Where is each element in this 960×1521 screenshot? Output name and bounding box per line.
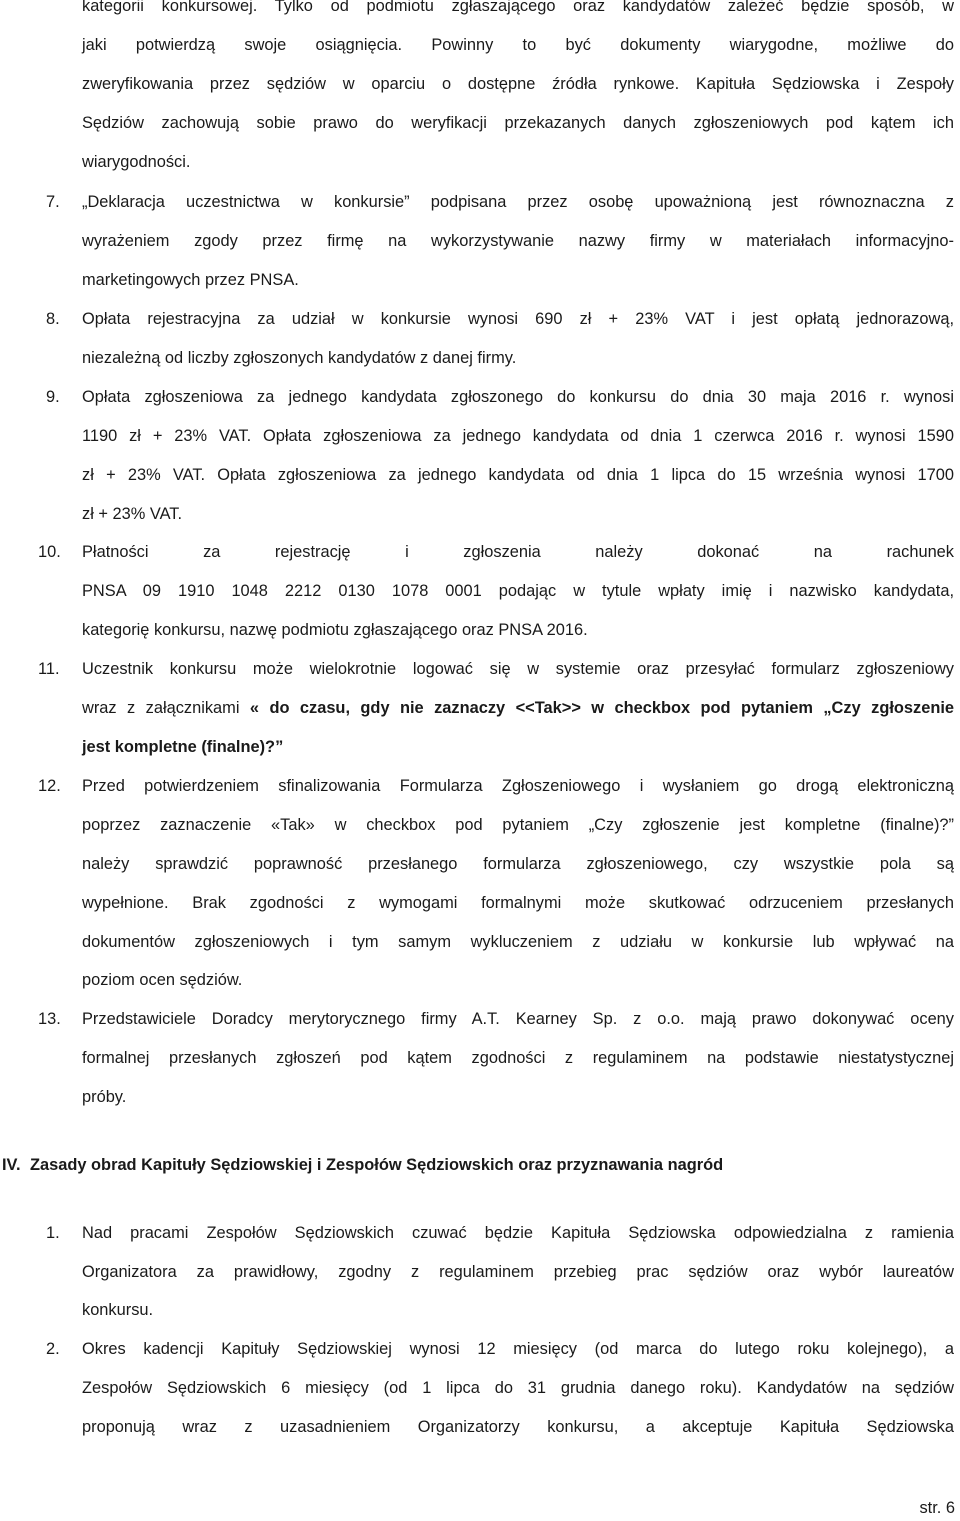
item-number: 13. — [38, 1010, 61, 1028]
item-line: zł + 23% VAT. — [82, 505, 183, 523]
item-line: Uczestnik konkursu może wielokrotnie logować się w systemie oraz przesyłać formularz zgłoszeniowy — [82, 660, 954, 678]
item-line: Zespołów Sędziowskich 6 miesięcy (od 1 lipca do 31 grudnia danego roku). Kandydatów na sędziów — [82, 1379, 954, 1397]
page-number: str. 6 — [919, 1499, 955, 1517]
item-line: poprzez zaznaczenie «Tak» w checkbox pod pytaniem „Czy zgłoszenie jest kompletne (finalne)?” — [82, 816, 954, 834]
item-line: Opłata rejestracyjna za udział w konkursie wynosi 690 zł + 23% VAT i jest opłatą jednorazową, — [82, 310, 954, 328]
item-line: zł + 23% VAT. Opłata zgłoszeniowa za jednego kandydata od dnia 1 lipca do 15 września wynosi 1700 — [82, 466, 954, 484]
item-line: Opłata zgłoszeniowa za jednego kandydata zgłoszonego do konkursu do dnia 30 maja 2016 r. wynosi — [82, 388, 954, 406]
item-number: 10. — [38, 543, 61, 561]
item-line: należy sprawdzić poprawność przesłanego formularza zgłoszeniowego, czy wszystkie pola są — [82, 855, 954, 873]
item-number: 1. — [46, 1224, 60, 1242]
item-line — [82, 699, 954, 718]
item-line: PNSA 09 1910 1048 2212 0130 1078 0001 podając w tytule wpłaty imię i nazwisko kandydata, — [82, 582, 954, 600]
item-line: konkursu. — [82, 1301, 154, 1319]
item-line-bold: jest kompletne (finalne)?” — [82, 738, 284, 756]
intro-line: wiarygodności. — [82, 153, 191, 171]
item-number: 9. — [46, 388, 60, 406]
intro-line: Sędziów zachowują sobie prawo do weryfikacji przekazanych danych zgłoszeniowych pod kątem ich — [82, 114, 954, 132]
item-line-plain: wraz z załącznikami — [82, 699, 250, 717]
item-line: Przed potwierdzeniem sfinalizowania Formularza Zgłoszeniowego i wysłaniem go drogą elektroniczną — [82, 777, 954, 795]
item-line: niezależną od liczby zgłoszonych kandydatów z danej firmy. — [82, 349, 517, 367]
section-title: Zasady obrad Kapituły Sędziowskiej i Zespołów Sędziowskich oraz przyznawania nagród — [30, 1156, 724, 1174]
item-line: marketingowych przez PNSA. — [82, 271, 299, 289]
intro-line: jaki potwierdzą swoje osiągnięcia. Powinny to być dokumenty wiarygodne, możliwe do — [82, 36, 954, 54]
item-line: 1190 zł + 23% VAT. Opłata zgłoszeniowa za jednego kandydata od dnia 1 czerwca 2016 r. wynosi 1590 — [82, 427, 954, 445]
item-line: Okres kadencji Kapituły Sędziowskiej wynosi 12 miesięcy (od marca do lutego roku kolejnego), a — [82, 1340, 954, 1358]
item-line: wyrażeniem zgody przez firmę na wykorzystywanie nazwy firmy w materiałach informacyjno- — [82, 232, 954, 250]
item-number: 11. — [38, 660, 60, 678]
item-number: 7. — [46, 193, 60, 211]
item-line: Organizatora za prawidłowy, zgodny z regulaminem przebieg prac sędziów oraz wybór laureatów — [82, 1263, 954, 1281]
item-line: „Deklaracja uczestnictwa w konkursie” podpisana przez osobę upoważnioną jest równoznaczna z — [82, 193, 954, 211]
item-line: formalnej przesłanych zgłoszeń pod kątem zgodności z regulaminem na podstawie niestatystycznej — [82, 1049, 954, 1067]
item-line: próby. — [82, 1088, 127, 1106]
section-number: IV. — [2, 1156, 21, 1174]
item-line: Przedstawiciele Doradcy merytorycznego firmy A.T. Kearney Sp. z o.o. mają prawo dokonywać oceny — [82, 1010, 954, 1028]
item-line: Płatności za rejestrację i zgłoszenia należy dokonać na rachunek — [82, 543, 954, 561]
item-line: dokumentów zgłoszeniowych i tym samym wykluczeniem z udziału w konkursie lub wpływać na — [82, 933, 954, 951]
item-line: wypełnione. Brak zgodności z wymogami formalnymi może skutkować odrzuceniem przesłanych — [82, 894, 954, 912]
item-line: Nad pracami Zespołów Sędziowskich czuwać będzie Kapituła Sędziowska odpowiedzialna z ramienia — [82, 1224, 954, 1242]
intro-line: kategorii konkursowej. Tylko od podmiotu zgłaszającego oraz kandydatów zależeć będzie sposób, w — [82, 0, 954, 15]
item-number: 2. — [46, 1340, 60, 1358]
item-number: 12. — [38, 777, 61, 795]
item-line: proponują wraz z uzasadnieniem Organizatorzy konkursu, a akceptuje Kapituła Sędziowska — [82, 1418, 954, 1436]
intro-line: zweryfikowania przez sędziów w oparciu o dostępne źródła rynkowe. Kapituła Sędziowska i Zespoły — [82, 75, 954, 93]
item-number: 8. — [46, 310, 60, 328]
item-line: kategorię konkursu, nazwę podmiotu zgłaszającego oraz PNSA 2016. — [82, 621, 588, 639]
item-line-bold: « do czasu, gdy nie zaznaczy <<Tak>> w checkbox pod pytaniem „Czy zgłoszenie — [249, 699, 955, 717]
item-line: poziom ocen sędziów. — [82, 971, 243, 989]
